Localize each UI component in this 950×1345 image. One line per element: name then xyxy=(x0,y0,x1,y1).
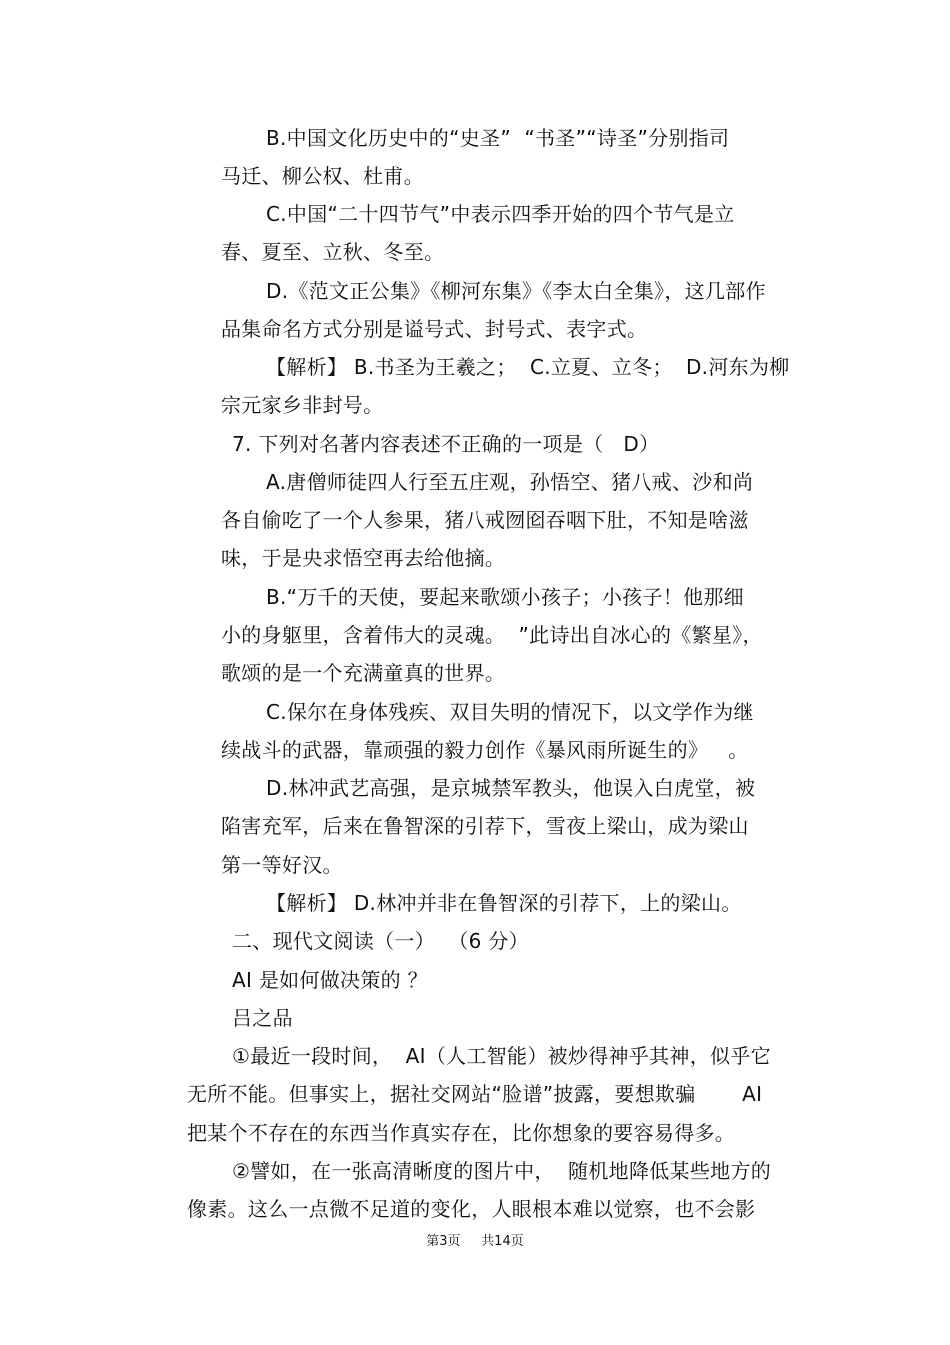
q7-option-b-line-3: 歌颂的是一个充满童真的世界。 xyxy=(221,661,506,685)
article-author: 吕之品 xyxy=(232,1006,293,1030)
q7-option-b-line-2: 小的身躯里，含着伟大的灵魂。 ”此诗出自冰心的《繁星》， xyxy=(221,623,763,647)
section-heading: 二、现代文阅读（一） （6 分） xyxy=(232,929,529,953)
analysis-6-line-2: 宗元家乡非封号。 xyxy=(221,393,384,417)
page-footer: 第3页 共14页 xyxy=(426,1234,524,1249)
paragraph-1-line-2: 无所不能。但事实上，据社交网站“脸谱”披露，要想欺骗 AI xyxy=(187,1082,763,1106)
option-b-line-2: 马迁、柳公权、杜甫。 xyxy=(221,164,424,188)
option-b-line-1: B.中国文化历史中的“史圣” “书圣”“诗圣”分别指司 xyxy=(266,126,730,150)
analysis-6-line-1: 【解析】 B.书圣为王羲之； C.立夏、立冬； D.河东为柳 xyxy=(266,355,790,379)
paragraph-2-line-2: 像素。这么一点微不足道的变化，人眼根本难以觉察，也不会影 xyxy=(187,1197,756,1221)
q7-option-a-line-2: 各自偷吃了一个人参果，猪八戒囫囵吞咽下肚，不知是啥滋 xyxy=(221,508,749,532)
q7-option-a-line-1: A.唐僧师徒四人行至五庄观，孙悟空、猪八戒、沙和尚 xyxy=(266,470,754,494)
q7-option-c-line-2: 续战斗的武器，靠顽强的毅力创作《暴风雨所诞生的》 。 xyxy=(221,738,749,762)
q7-option-a-line-3: 味，于是央求悟空再去给他摘。 xyxy=(221,546,506,570)
article-title: AI 是如何做决策的 ？ xyxy=(232,968,428,992)
paragraph-1-line-1: ①最近一段时间， AI（人工智能）被炒得神乎其神，似乎它 xyxy=(232,1044,771,1068)
question-7: 7. 下列对名著内容表述不正确的一项是（ D） xyxy=(232,432,660,456)
analysis-7: 【解析】 D.林冲并非在鲁智深的引荐下，上的梁山。 xyxy=(266,891,742,915)
q7-option-c-line-1: C.保尔在身体残疾、双目失明的情况下，以文学作为继 xyxy=(266,700,754,724)
option-d-line-2: 品集命名方式分别是谥号式、封号式、表字式。 xyxy=(221,317,648,341)
paragraph-1-line-3: 把某个不存在的东西当作真实存在，比你想象的要容易得多。 xyxy=(187,1121,736,1145)
option-c-line-2: 春、夏至、立秋、冬至。 xyxy=(221,240,445,264)
q7-option-d-line-1: D.林冲武艺高强，是京城禁军教头，他误入白虎堂，被 xyxy=(266,776,756,800)
option-c-line-1: C.中国“二十四节气”中表示四季开始的四个节气是立 xyxy=(266,202,735,226)
q7-option-b-line-1: B.“万千的天使，要起来歌颂小孩子；小孩子！他那细 xyxy=(266,585,744,609)
q7-option-d-line-3: 第一等好汉。 xyxy=(221,853,343,877)
q7-option-d-line-2: 陷害充军，后来在鲁智深的引荐下，雪夜上梁山，成为梁山 xyxy=(221,814,749,838)
paragraph-2-line-1: ②譬如，在一张高清晰度的图片中， 随机地降低某些地方的 xyxy=(232,1159,772,1183)
option-d-line-1: D.《范文正公集》《柳河东集》《李太白全集》，这几部作 xyxy=(266,279,766,303)
